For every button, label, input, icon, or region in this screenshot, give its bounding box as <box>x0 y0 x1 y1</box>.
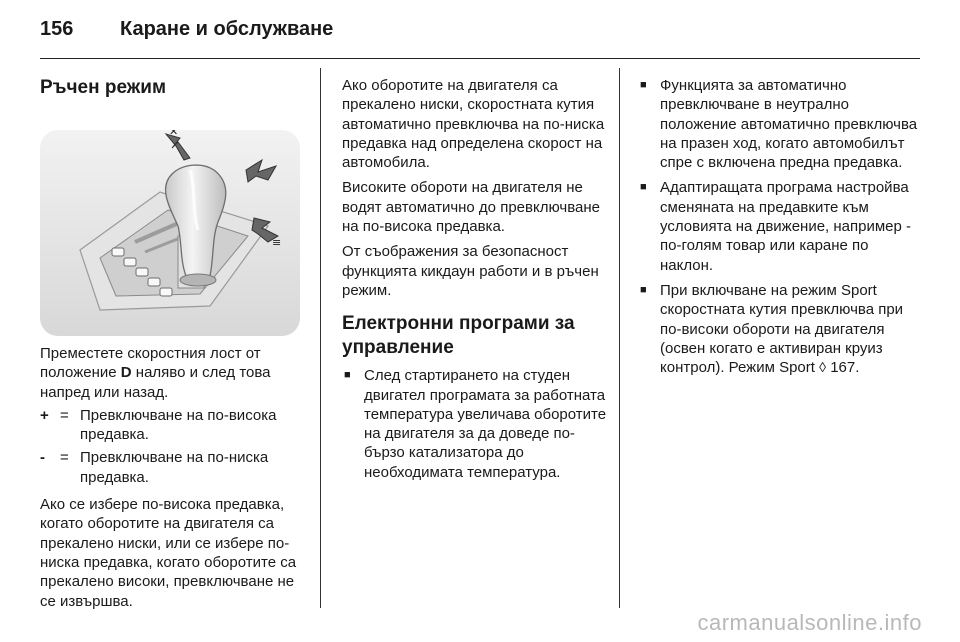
gear-shift-lever-illustration <box>40 130 300 336</box>
section-heading-manual-mode: Ръчен режим <box>40 77 167 98</box>
definition-downshift: - = Превключване на по-ниска предавка. <box>40 449 269 486</box>
bullet-item: ■ След стартирането на студен двигател програмата за работната температура увеличава оборотите на двигателя за да доведе по-бързо катализатора до необходимата температура. <box>344 367 607 481</box>
page-reference[interactable]: 167. <box>826 359 860 377</box>
paragraph-no-shift: Ако се избере по-висока предавка, когато оборотите на двигателя са прекалено ниски, или се избере по-ниска предавка, когато оборотите са прекалено високи, превключване не се извършва. <box>40 496 297 610</box>
chapter-title: Каране и обслужване <box>120 18 334 40</box>
column-1 <box>40 76 308 611</box>
paragraph-kickdown: От съображения за безопасност функцията кикдаун работи и в ръчен режим. <box>342 243 599 299</box>
svg-text:✕: ✕ <box>169 130 179 138</box>
page-header <box>40 18 920 58</box>
definition-upshift: + = Превключване на по-висока предавка. <box>40 406 277 444</box>
intro-paragraph: Преместете скоростния лост от положение D наляво и след това напред или назад. <box>40 345 271 401</box>
section-heading-electronic-programs: Електронни програми за управление <box>342 313 575 359</box>
watermark: carmanualsonline.info <box>697 610 922 635</box>
bullet-item: ■ Адаптиращата програма настройва сменяната на предавките към условията на движение, например - по-голям товар или каране по наклон. <box>640 179 912 274</box>
column-3 <box>638 76 920 377</box>
page-number: 156 <box>40 18 74 40</box>
paragraph-high-rpm: Високите обороти на двигателя не водят автоматично до превключване на по-висока предавка. <box>342 179 600 236</box>
svg-text:≡: ≡ <box>272 236 282 249</box>
paragraph-low-rpm: Ако оборотите на двигателя са прекалено ниски, скоростната кутия автоматично превключва на по-ниска предавка над определена скорост на автомобила. <box>342 77 605 172</box>
page-reference-icon[interactable]: ◊ <box>819 359 827 376</box>
column-divider-1 <box>320 68 321 608</box>
bullet-item: ■ Функцията за автоматично превключване в неутрално положение автоматично превключва на празен ход, когато автомобилът спре с включена предна предавка. <box>640 77 918 172</box>
column-divider-2 <box>619 68 620 608</box>
header-rule <box>40 58 920 59</box>
bullet-item: ■ При включване на режим Sport скоростната кутия превключва при по-високи обороти на двигателя (освен когато е активиран круиз контрол). Режим Sport ◊ 167. <box>640 281 904 377</box>
column-2 <box>342 76 610 482</box>
